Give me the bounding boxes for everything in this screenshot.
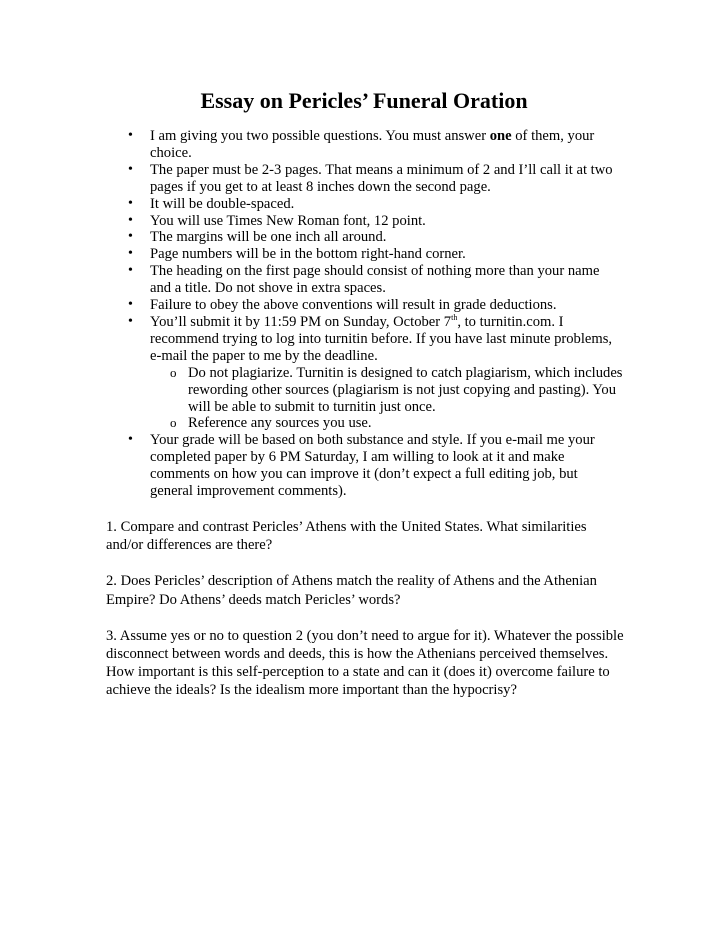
bullet-icon: • bbox=[128, 229, 133, 245]
bullet-icon: • bbox=[128, 432, 133, 448]
essay-question: 2. Does Pericles’ description of Athens match the reality of Athens and the Athenian Empire? Do Athens’ deeds match Pericles’ words? bbox=[106, 573, 597, 608]
sub-bullet-icon: o bbox=[170, 364, 177, 380]
sub-requirement-item bbox=[104, 365, 624, 416]
requirement-item bbox=[104, 432, 624, 500]
requirement-text: Page numbers will be in the bottom right-hand corner. bbox=[150, 246, 466, 263]
requirement-item bbox=[104, 213, 624, 230]
requirement-text: The paper must be 2-3 pages. That means a minimum of 2 and I’ll call it at two pages if you get to at least 8 inches down the second page. bbox=[150, 161, 613, 195]
document-title bbox=[0, 88, 728, 114]
sub-bullet-icon: o bbox=[170, 415, 177, 431]
requirement-text bbox=[150, 314, 624, 365]
bullet-icon: • bbox=[128, 195, 133, 211]
requirement-item bbox=[104, 297, 624, 314]
requirements-list bbox=[104, 128, 624, 500]
requirement-text: Failure to obey the above conventions will result in grade deductions. bbox=[150, 297, 557, 314]
sub-requirement-text: Do not plagiarize. Turnitin is designed to catch plagiarism, which includes rewording other sources (plagiarism is not just copying and pasting). You will be able to submit to turnitin just once. bbox=[188, 364, 623, 415]
essay-questions bbox=[106, 518, 626, 718]
sub-requirement-text: Reference any sources you use. bbox=[188, 415, 372, 432]
requirement-text: The heading on the first page should consist of nothing more than your name and a title. Do not shove in extra spaces. bbox=[150, 263, 600, 297]
ordinal-superscript: th bbox=[451, 312, 458, 322]
requirement-text-part: You’ll submit it by 11:59 PM on Sunday, October 7 bbox=[150, 313, 452, 330]
requirement-text bbox=[150, 128, 624, 162]
requirement-item bbox=[104, 314, 624, 365]
requirement-text: The margins will be one inch all around. bbox=[150, 229, 387, 246]
requirement-text-part: , to turnitin.com. I recommend trying to log into turnitin before. If you have last minute problems, e-mail the paper to me by the deadline. bbox=[150, 313, 613, 364]
bullet-icon: • bbox=[128, 297, 133, 313]
document-title-text: Essay on Pericles’ Funeral Oration bbox=[200, 88, 528, 113]
requirement-item bbox=[104, 162, 624, 196]
requirement-item bbox=[104, 229, 624, 246]
bullet-icon: • bbox=[128, 161, 133, 177]
requirement-item bbox=[104, 263, 624, 297]
requirement-item bbox=[104, 196, 624, 213]
requirement-text: You will use Times New Roman font, 12 point. bbox=[150, 212, 426, 229]
bullet-icon: • bbox=[128, 212, 133, 228]
requirement-item bbox=[104, 128, 624, 162]
requirement-text: It will be double-spaced. bbox=[150, 195, 295, 212]
requirement-text-part: I am giving you two possible questions. You must answer bbox=[150, 128, 490, 144]
bullet-icon: • bbox=[128, 128, 133, 143]
sub-requirement-item bbox=[104, 415, 624, 432]
requirement-item bbox=[104, 246, 624, 263]
requirement-emphasis: one bbox=[489, 128, 512, 144]
essay-question: 1. Compare and contrast Pericles’ Athens with the United States. What similarities and/or differences are there? bbox=[106, 519, 587, 554]
bullet-icon: • bbox=[128, 246, 133, 262]
requirement-text: Your grade will be based on both substance and style. If you e-mail me your completed paper by 6 PM Saturday, I am willing to look at it and make comments on how you can improve it (don’t expect a full editing job, but general improvement comments). bbox=[150, 432, 595, 500]
bullet-icon: • bbox=[128, 313, 133, 329]
essay-question: 3. Assume yes or no to question 2 (you don’t need to argue for it). Whatever the possible disconnect between words and deeds, this is how the Athenians perceived themselves. How important is this self-perception to a state and can it (does it) overcome failure to achieve the ideals? Is the idealism more important than the hypocrisy? bbox=[106, 627, 624, 699]
bullet-icon: • bbox=[128, 263, 133, 279]
requirement-text-part: of them, your choice. bbox=[150, 128, 595, 161]
